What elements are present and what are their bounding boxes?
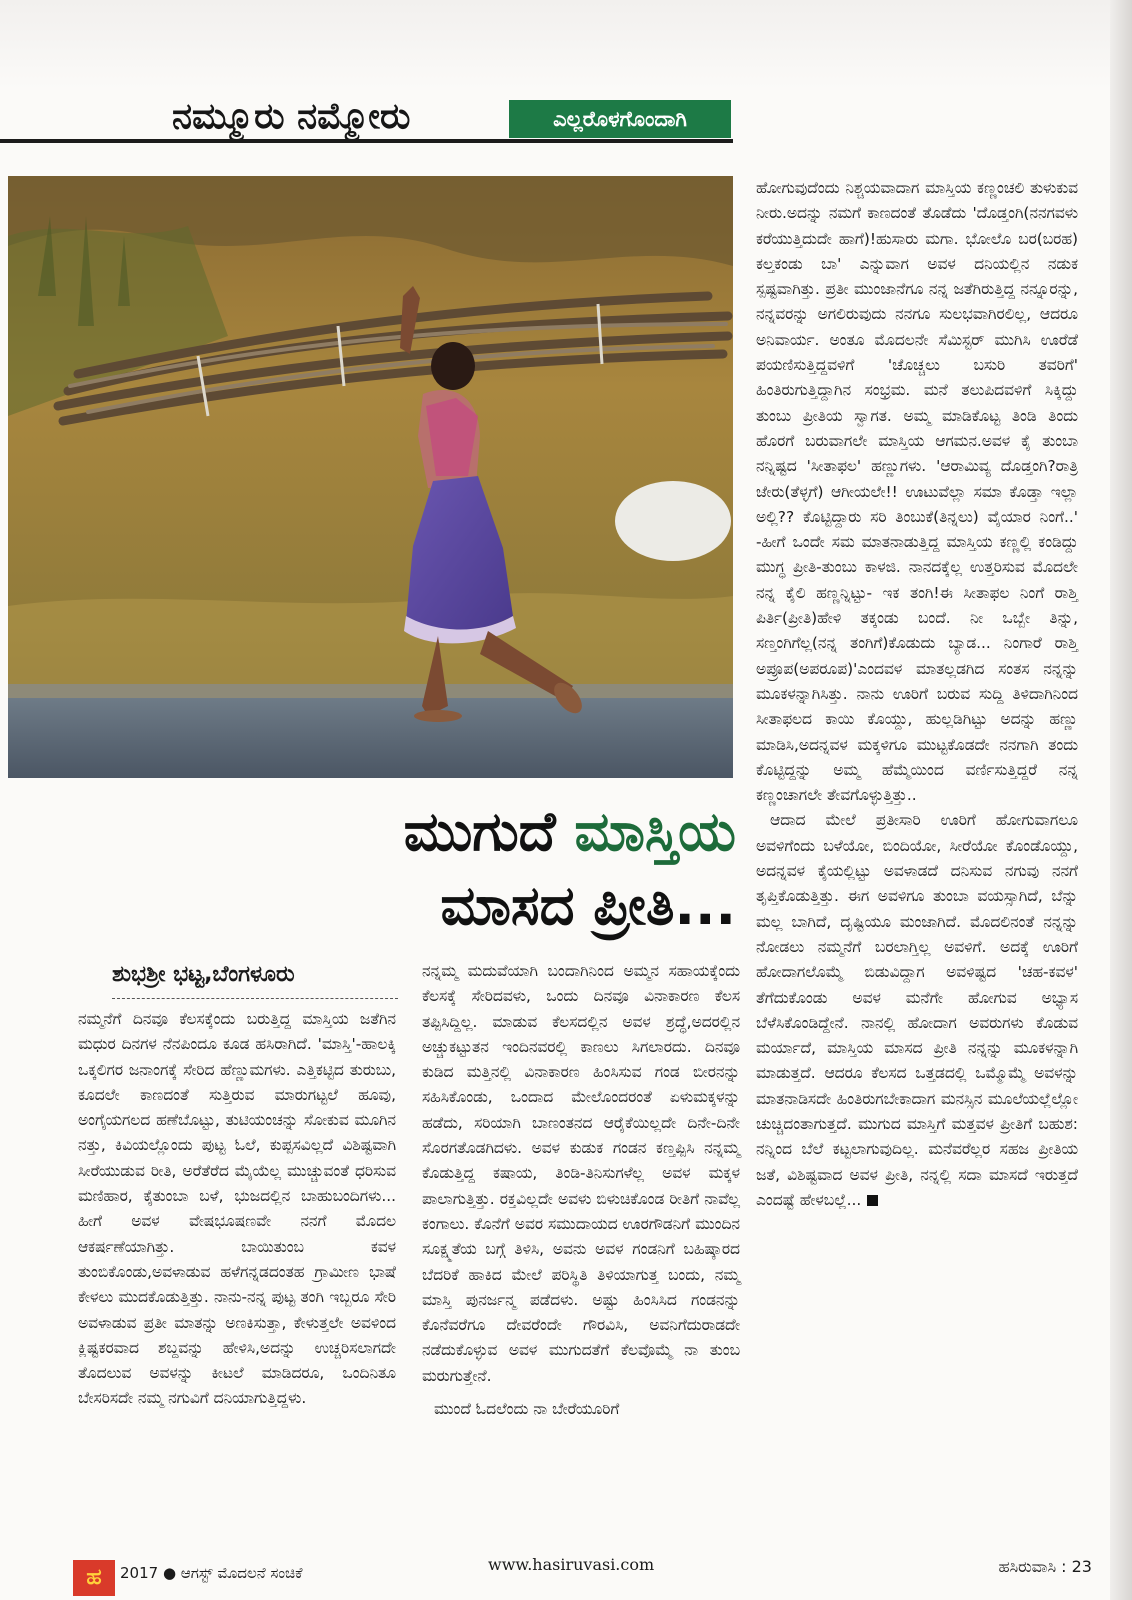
headline-line-2: ಮಾಸದ ಪ್ರೀತಿ... xyxy=(440,874,736,937)
byline-rule xyxy=(112,998,398,1000)
article-column-1 xyxy=(78,1007,396,1412)
header-rule xyxy=(0,139,733,143)
page-gutter xyxy=(1110,0,1132,1600)
website-url[interactable]: www.hasiruvasi.com xyxy=(488,1555,655,1574)
headline-word-mugude: ಮುಗುದೆ xyxy=(403,800,575,863)
paragraph-continued: ಮುಂದೆ ಓದಲೆಂದು ನಾ ಬೇರೆಯೂರಿಗೆ xyxy=(434,1400,620,1419)
headline-line-1 xyxy=(240,795,736,869)
section-tag: ಎಲ್ಲರೊಳಗೊಂದಾಗಿ xyxy=(509,100,731,138)
paragraph xyxy=(756,808,1078,1213)
headline-word-mastiya: ಮಾಸ್ತಿಯ xyxy=(574,800,736,863)
page-number: ಹಸಿರುವಾಸಿ : 23 xyxy=(998,1557,1092,1576)
paragraph: ನನ್ನಮ್ಮ ಮದುವೆಯಾಗಿ ಬಂದಾಗಿನಿಂದ ಅಮ್ಮನ ಸಹಾಯಕ್ಕೆಂದು ಕೆಲಸಕ್ಕೆ ಸೇರಿದವಳು, ಒಂದು ದಿನವೂ ವಿನಾಕಾರಣ ಕೆಲಸ ತಪ್ಪಿಸಿದ್ದಿಲ್ಲ. ಮಾಡುವ ಕೆಲಸದಲ್ಲಿನ ಅವಳ ಶ್ರದ್ಧೆ,ಅದರಲ್ಲಿನ ಅಚ್ಚುಕಟ್ಟುತನ ಇಂದಿನವರಲ್ಲಿ ಕಾಣಲು ಸಿಗಲಾರದು. ದಿನವೂ ಕುಡಿದ ಮತ್ತಿನಲ್ಲಿ ವಿನಾಕಾರಣ ಹಿಂಸಿಸುವ ಗಂಡ ಬೀರನನ್ನು ಸಹಿಸಿಕೊಂಡು, ಒಂದಾದ ಮೇಲೊಂದರಂತೆ ಏಳುಮಕ್ಕಳನ್ನು ಹಡೆದು, ಸರಿಯಾಗಿ ಬಾಣಂತನದ ಆರೈಕೆಯಿಲ್ಲದೇ ದಿನೇ-ದಿನೇ ಸೊರಗತೊಡಗಿದಳು. ಅವಳ ಕುಡುಕ ಗಂಡನ ಕಣ್ತಪ್ಪಿಸಿ ನನ್ನಮ್ಮ ಕೊಡುತ್ತಿದ್ದ ಕಷಾಯ, ತಿಂಡಿ-ತಿನಿಸುಗಳೆಲ್ಲ ಅವಳ ಮಕ್ಕಳ ಪಾಲಾಗುತ್ತಿತ್ತು. ರಕ್ತವಿಲ್ಲದೇ ಅವಳು ಬಿಳುಚಿಕೊಂಡ ರೀತಿಗೆ ನಾವೆಲ್ಲ ಕಂಗಾಲು. ಕೊನೆಗೆ ಅವರ ಸಮುದಾಯದ ಊರಗೌಡನಿಗೆ ಮುಂದಿನ ಸೂಕ್ಷ್ಮತೆಯ ಬಗ್ಗೆ ತಿಳಿಸಿ, ಅವನು ಅವಳ ಗಂಡನಿಗೆ ಬಹಿಷ್ಕಾರದ ಬೆದರಿಕೆ ಹಾಕಿದ ಮೇಲೆ ಪರಿಸ್ಥಿತಿ ತಿಳಿಯಾಗುತ್ತ ಬಂದು, ನಮ್ಮ ಮಾಸ್ತಿ ಪುನರ್ಜನ್ಮ ಪಡೆದಳು. ಅಷ್ಟು ಹಿಂಸಿಸಿದ ಗಂಡನನ್ನು ಕೊನೆವರೆಗೂ ದೇವರೆಂದೇ ಗೌರವಿಸಿ, ಅವನಿಗೆದುರಾಡದೇ ನಡೆದುಕೊಳ್ಳುವ ಅವಳ ಮುಗುದತೆಗೆ ಕೆಲವೊಮ್ಮೆ ನಾ ತುಂಬ ಮರುಗುತ್ತೇನೆ. xyxy=(422,962,740,1385)
woman-carrying-firewood-illustration xyxy=(8,176,733,778)
issue-label: 2017 ● ಆಗಸ್ಟ್ ಮೊದಲನೆ ಸಂಚಿಕೆ xyxy=(120,1564,303,1582)
article-headline xyxy=(240,795,736,955)
paragraph: ನಮ್ಮನೆಗೆ ದಿನವೂ ಕೆಲಸಕ್ಕೆಂದು ಬರುತ್ತಿದ್ದ ಮಾಸ್ತಿಯ ಜತೆಗಿನ ಮಧುರ ದಿನಗಳ ನೆನಪಿಂದೂ ಕೂಡ ಹಸಿರಾಗಿದೆ. 'ಮಾಸ್ತಿ'-ಹಾಲಕ್ಕಿ ಒಕ್ಕಲಿಗರ ಜನಾಂಗಕ್ಕೆ ಸೇರಿದ ಹೆಣ್ಣುಮಗಳು. ಎತ್ತಿಕಟ್ಟಿದ ತುರುಬು, ಕೂದಲೇ ಕಾಣದಂತೆ ಸುತ್ತಿರುವ ಮಾರುಗಟ್ಟಲೆ ಹೂವು, ಅಂಗೈಯಗಲದ ಹಣೆಬೊಟ್ಟು, ತುಟಿಯಂಚನ್ನು ಸೋಕುವ ಮೂಗಿನ ನತ್ತು, ಕಿವಿಯಲ್ಲೊಂದು ಪುಟ್ಟ ಓಲೆ, ಕುಪ್ಪಸವಿಲ್ಲದೆ ವಿಶಿಷ್ಟವಾಗಿ ಸೀರೆಯುಡುವ ರೀತಿ, ಅರೆತೆರೆದ ಮೈಯೆಲ್ಲ ಮುಚ್ಚುವಂತೆ ಧರಿಸುವ ಮಣಿಹಾರ, ಕೈತುಂಬಾ ಬಳೆ, ಭುಜದಲ್ಲಿನ ಬಾಹುಬಂದಿಗಳು... ಹೀಗೆ ಅವಳ ವೇಷಭೂಷಣವೇ ನನಗೆ ಮೊದಲ ಆಕರ್ಷಣೆಯಾಗಿತ್ತು. ಬಾಯಿತುಂಬ ಕವಳ ತುಂಬಿಕೊಂಡು,ಅವಳಾಡುವ ಹಳೆಗನ್ನಡದಂತಹ ಗ್ರಾಮೀಣ ಭಾಷೆ ಕೇಳಲು ಮುದಕೊಡುತ್ತಿತ್ತು. ನಾನು-ನನ್ನ ಪುಟ್ಟ ತಂಗಿ ಇಬ್ಬರೂ ಸೇರಿ ಅವಳಾಡುವ ಪ್ರತೀ ಮಾತನ್ನು ಅಣಕಿಸುತ್ತಾ, ಕೇಳುತ್ತಲೇ ಅವಳಿಂದ ಕ್ಲಿಷ್ಟಕರವಾದ ಶಬ್ದವನ್ನು ಹೇಳಿಸಿ,ಅದನ್ನು ಉಚ್ಚರಿಸಲಾಗದೇ ತೊದಲುವ ಅವಳನ್ನು ಕೀಟಲೆ ಮಾಡಿದರೂ, ಒಂದಿನಿತೂ ಬೇಸರಿಸದೇ ನಮ್ಮ ನಗುವಿಗೆ ದನಿಯಾಗುತ್ತಿದ್ದಳು. xyxy=(78,1010,396,1408)
article-column-3 xyxy=(756,176,1078,1213)
top-shadow xyxy=(0,0,1132,90)
end-mark-icon xyxy=(867,1195,878,1206)
paragraph: ಹೋಗುವುದೆಂದು ನಿಶ್ಚಯವಾದಾಗ ಮಾಸ್ತಿಯ ಕಣ್ಣಂಚಲಿ ತುಳುಕುವ ನೀರು.ಅದನ್ನು ನಮಗೆ ಕಾಣದಂತೆ ತೊಡೆದು 'ದೊಡ್ತಂಗಿ(ನನಗವಳು ಕರೆಯುತ್ತಿದುದೇ ಹಾಗೆ)!ಹುಸಾರು ಮಗಾ. ಭೋಲೊ ಬರ(ಬರಹ) ಕಲ್ತಕಂಡು ಬಾ' ಎನ್ನುವಾಗ ಅವಳ ದನಿಯಲ್ಲಿನ ನಡುಕ ಸ್ಪಷ್ಟವಾಗಿತ್ತು. ಪ್ರತೀ ಮುಂಜಾನೆಗೂ ನನ್ನ ಜತೆಗಿರುತ್ತಿದ್ದ ನನ್ನೂರನ್ನು, ನನ್ನವರನ್ನು ಅಗಲಿರುವುದು ನನಗೂ ಸುಲಭವಾಗಿರಲಿಲ್ಲ, ಆದರೂ ಅನಿವಾರ್ಯ. ಅಂತೂ ಮೊದಲನೇ ಸೆಮಿಸ್ಟರ್ ಮುಗಿಸಿ ಊರೆಡೆ ಪಯಣಿಸುತ್ತಿದ್ದವಳಿಗೆ 'ಚೊಚ್ಚಲು ಬಸುರಿ ತವರಿಗೆ' ಹಿಂತಿರುಗುತ್ತಿದ್ದಾಗಿನ ಸಂಭ್ರಮ. ಮನೆ ತಲುಪಿದವಳಿಗೆ ಸಿಕ್ಕಿದ್ದು ತುಂಬು ಪ್ರೀತಿಯ ಸ್ವಾಗತ. ಅಮ್ಮ ಮಾಡಿಕೊಟ್ಟ ತಿಂಡಿ ತಿಂದು ಹೊರಗೆ ಬರುವಾಗಲೇ ಮಾಸ್ತಿಯ ಆಗಮನ.ಅವಳ ಕೈ ತುಂಬಾ ನನ್ನಿಷ್ಟದ 'ಸೀತಾಫಲ' ಹಣ್ಣುಗಳು. 'ಆರಾಮಿವ್ಯ ದೊಡ್ತಂಗಿ?ರಾತ್ರಿ ಜೇರು(ತೆಳ್ಳಗೆ) ಆಗೀಯಲೇ!! ಊಟುವೆಲ್ಲಾ ಸಮಾ ಕೊಡ್ತಾ ಇಲ್ಲಾ ಅಲ್ಲಿ?? ಕೊಟ್ಟಿದ್ದಾರು ಸರಿ ತಿಂಬುಕೆ(ತಿನ್ನಲು) ವೈಯಾರ ನಿಂಗೆ..' -ಹೀಗೆ ಒಂದೇ ಸಮ ಮಾತನಾಡುತ್ತಿದ್ದ ಮಾಸ್ತಿಯ ಕಣ್ಣಲ್ಲಿ ಕಂಡಿದ್ದು ಮುಗ್ಧ ಪ್ರೀತಿ-ತುಂಬು ಕಾಳಜಿ. ನಾನದಕ್ಕೆಲ್ಲ ಉತ್ತರಿಸುವ ಮೊದಲೇ ನನ್ನ ಕೈಲಿ ಹಣ್ಣನ್ನಿಟ್ಟು- ಇಕ ತಂಗಿ!ಈ ಸೀತಾಫಲ ನಿಂಗೆ ರಾಶ್ತಿ ಪಿರ್ತಿ(ಪ್ರೀತಿ)ಹೇಳಿ ತಕ್ಕಂಡು ಬಂದೆ. ನೀ ಒಬ್ಬೇ ತಿನ್ನು, ಸಣ್ತಂಗಿಗೆಲ್ಲ(ನನ್ನ ತಂಗಿಗೆ)ಕೊಡುದು ಬ್ಯಾಡ... ನಿಂಗಾರೆ ರಾಶ್ತಿ ಅಪ್ರೂಪ(ಅಪರೂಪ)'ಎಂದವಳ ಮಾತಲ್ಲಡಗಿದ ಸಂತಸ ನನ್ನನ್ನು ಮೂಕಳನ್ನಾಗಿಸಿತ್ತು. ನಾನು ಊರಿಗೆ ಬರುವ ಸುದ್ದಿ ತಿಳಿದಾಗಿನಿಂದ ಸೀತಾಫಲದ ಕಾಯಿ ಕೊಯ್ದು, ಹುಲ್ಲಡಿಗಿಟ್ಟು ಅದನ್ನು ಹಣ್ಣು ಮಾಡಿಸಿ,ಅದನ್ನವಳ ಮಕ್ಕಳಿಗೂ ಮುಟ್ಟಕೊಡದೇ ನನಗಾಗಿ ತಂದು ಕೊಟ್ಟಿದ್ದನ್ನು ಅಮ್ಮ ಹೆಮ್ಮೆಯಿಂದ ವರ್ಣಿಸುತ್ತಿದ್ದರೆ ನನ್ನ ಕಣ್ಣಂಚಾಗಲೇ ತೇವಗೊಳ್ಳುತ್ತಿತ್ತು.. xyxy=(756,179,1078,805)
author-byline: ಶುಭಶ್ರೀ ಭಟ್ಟ,ಬೆಂಗಳೂರು xyxy=(112,962,295,987)
magazine-logo-icon: ಹ xyxy=(73,1560,115,1596)
bleed-through-text xyxy=(828,86,1108,136)
article-photo xyxy=(8,176,733,778)
section-title: ನಮ್ಮೂರು ನಮ್ಮೋರು xyxy=(172,96,411,137)
article-column-2 xyxy=(422,959,740,1422)
closing-paragraph-text: ಆದಾದ ಮೇಲೆ ಪ್ರತೀಸಾರಿ ಊರಿಗೆ ಹೋಗುವಾಗಲೂ ಅವಳಿಗೆಂದು ಬಳೆಯೋ, ಬಿಂದಿಯೋ, ಸೀರೆಯೋ ಕೊಂಡೊಯ್ದು, ಅದನ್ನವಳ ಕೈಯಲ್ಲಿಟ್ಟು ಅವಳಾಡದೆ ದನಿಸುವ ನಗುವು ನನಗೆ ತೃಪ್ತಿಕೊಡುತ್ತಿತ್ತು. ಈಗ ಅವಳಿಗೂ ತುಂಬಾ ವಯಸ್ಸಾಗಿದೆ, ಬೆನ್ನು ಮಲ್ಲ ಬಾಗಿದೆ, ದೃಷ್ಟಿಯೂ ಮಂಜಾಗಿದೆ. ಮೊದಲಿನಂತೆ ನನ್ನನ್ನು ನೋಡಲು ನಮ್ಮನೆಗೆ ಬರಲಾಗ್ತಿಲ್ಲ ಅವಳಿಗೆ. ಅದಕ್ಕೆ ಊರಿಗೆ ಹೋದಾಗಲೊಮ್ಮೆ ಬಿಡುವಿದ್ದಾಗ ಅವಳಿಷ್ಟದ 'ಚಹ-ಕವಳ' ತೆಗೆದುಕೊಂಡು ಅವಳ ಮನೆಗೇ ಹೋಗುವ ಅಭ್ಯಾಸ ಬೆಳೆಸಿಕೊಂಡಿದ್ದೇನೆ. ನಾನಲ್ಲಿ ಹೋದಾಗ ಅವರುಗಳು ಕೊಡುವ ಮರ್ಯಾದೆ, ಮಾಸ್ತಿಯ ಮಾಸದ ಪ್ರೀತಿ ನನ್ನನ್ನು ಮೂಕಳನ್ನಾಗಿ ಮಾಡುತ್ತದೆ. ಆದರೂ ಕೆಲಸದ ಒತ್ತಡದಲ್ಲಿ ಒಮ್ಮೊಮ್ಮೆ ಅವಳನ್ನು ಮಾತನಾಡಿಸದೇ ಹಿಂತಿರುಗಬೇಕಾದಾಗ ಮನಸ್ಸಿನ ಮೂಲೆಯಲ್ಲೆಲ್ಲೋ ಚುಚ್ಚಿದಂತಾಗುತ್ತದೆ. ಮುಗುದ ಮಾಸ್ತಿಗೆ ಮತ್ತವಳ ಪ್ರೀತಿಗೆ ಬಹುಶ: ನನ್ನಿಂದ ಬೆಲೆ ಕಟ್ಟಲಾಗುವುದಿಲ್ಲ. ಮನೆವರೆಲ್ಲರ ಸಹಜ ಪ್ರೀತಿಯ ಜತೆ, ವಿಶಿಷ್ಟವಾದ ಅವಳ ಪ್ರೀತಿ, ನನ್ನಲ್ಲಿ ಸದಾ ಮಾಸದೆ ಇರುತ್ತದೆ ಎಂದಷ್ಟೆ ಹೇಳಬಲ್ಲೆ... xyxy=(756,811,1078,1209)
